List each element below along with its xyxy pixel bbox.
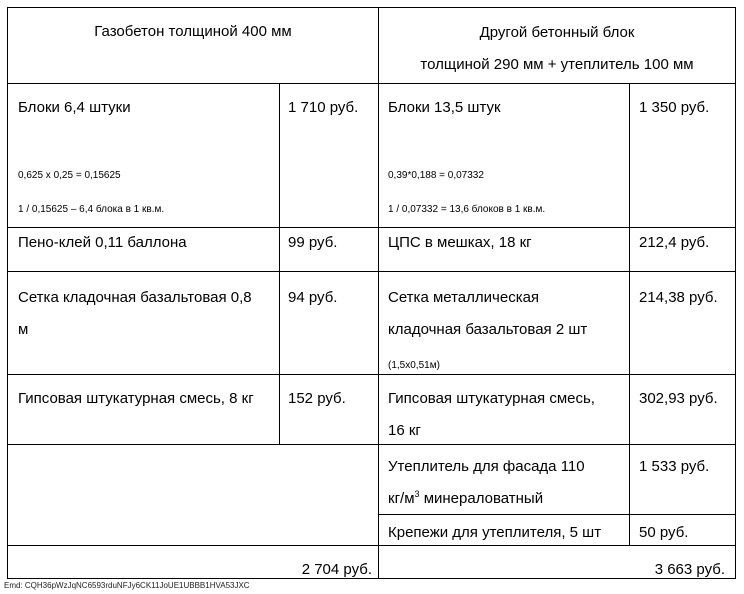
row6-right-item: Крепежи для утеплителя, 5 шт bbox=[388, 524, 602, 541]
divider-right-price bbox=[629, 83, 630, 545]
row3-right-note: (1,5x0,51м) bbox=[388, 360, 440, 371]
row1-right-note2: 1 / 0,07332 = 13,6 блоков в 1 кв.м. bbox=[388, 204, 546, 215]
row3-right-price: 214,38 руб. bbox=[639, 289, 718, 306]
row1-left-note1: 0,625 x 0,25 = 0,15625 bbox=[18, 170, 121, 181]
row4-left-price: 152 руб. bbox=[288, 390, 346, 407]
row1-right-item: Блоки 13,5 штук bbox=[388, 99, 501, 116]
divider-left-price bbox=[279, 83, 280, 444]
row3-left-item-line2: м bbox=[18, 321, 29, 338]
row1-right-note1: 0,39*0,188 = 0,07332 bbox=[388, 170, 484, 181]
row1-right-price: 1 350 руб. bbox=[639, 99, 710, 116]
row3-right-item-line2: кладочная базальтовая 2 шт bbox=[388, 321, 588, 338]
row1-left-price: 1 710 руб. bbox=[288, 99, 359, 116]
row1-left-note2: 1 / 0,15625 – 6,4 блока в 1 кв.м. bbox=[18, 204, 165, 215]
row3-right-item-line1: Сетка металлическая bbox=[388, 289, 540, 306]
row2-left-item: Пено-клей 0,11 баллона bbox=[18, 234, 187, 251]
divider-row5 bbox=[378, 514, 735, 515]
row4-left-item: Гипсовая штукатурная смесь, 8 кг bbox=[18, 390, 254, 407]
comparison-table bbox=[7, 7, 736, 579]
row6-right-price: 50 руб. bbox=[639, 524, 689, 541]
row4-right-item-line1: Гипсовая штукатурная смесь, bbox=[388, 390, 595, 407]
row5-right-item-line2-pre: кг/м bbox=[388, 490, 415, 507]
row5-right-item-line2-post: минераловатный bbox=[419, 490, 544, 507]
header-left: Газобетон толщиной 400 мм bbox=[94, 23, 292, 40]
row2-left-price: 99 руб. bbox=[288, 234, 338, 251]
header-right-line2: толщиной 290 мм + утеплитель 100 мм bbox=[420, 56, 694, 73]
divider-row2 bbox=[8, 271, 735, 272]
footnote-code: Emd: CQH36pWzJqNC6593rduNFJy6CK11JoUE1UBBB1HVA53JXC bbox=[4, 581, 250, 590]
row3-left-price: 94 руб. bbox=[288, 289, 338, 306]
divider-row3 bbox=[8, 374, 735, 375]
divider-header bbox=[8, 83, 735, 84]
row1-left-item: Блоки 6,4 штуки bbox=[18, 99, 131, 116]
divider-totals bbox=[8, 545, 735, 546]
row5-right-item-line1: Утеплитель для фасада 110 bbox=[388, 458, 585, 475]
total-left: 2 704 руб. bbox=[301, 561, 372, 578]
row5-right-item-line2-sup: 3 bbox=[414, 489, 420, 499]
row4-right-item-line2: 16 кг bbox=[388, 422, 421, 439]
row2-right-item: ЦПС в мешках, 18 кг bbox=[388, 234, 532, 251]
row5-right-item-line2 bbox=[388, 483, 543, 514]
row4-right-price: 302,93 руб. bbox=[639, 390, 718, 407]
divider-main bbox=[378, 8, 379, 579]
total-right: 3 663 руб. bbox=[654, 561, 725, 578]
row5-right-price: 1 533 руб. bbox=[639, 458, 710, 475]
row2-right-price: 212,4 руб. bbox=[639, 234, 710, 251]
header-right-line1: Другой бетонный блок bbox=[479, 24, 635, 41]
divider-row4 bbox=[8, 444, 735, 445]
row3-left-item-line1: Сетка кладочная базальтовая 0,8 bbox=[18, 289, 252, 306]
